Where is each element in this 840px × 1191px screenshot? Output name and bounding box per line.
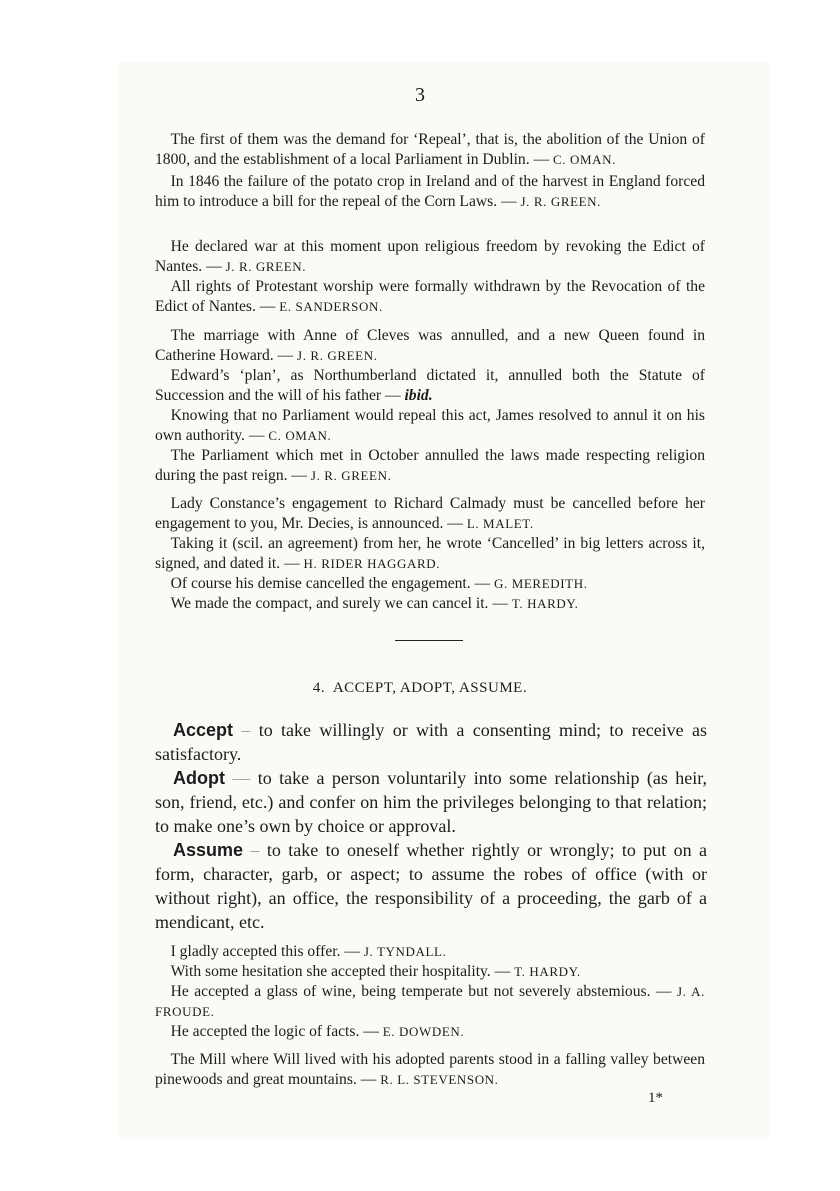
quote-author: J. TYNDALL. <box>363 944 447 959</box>
quote-parliament <box>155 446 705 486</box>
quote-text: We made the compact, and surely we can cancel it. — <box>170 595 512 612</box>
quote-text: The Parliament which met in October annulled the laws made respecting religion during the past reign. — <box>155 447 705 484</box>
quote-author: T. HARDY. <box>511 596 579 611</box>
quote-text: The marriage with Anne of Cleves was annulled, and a new Queen found in Catherine Howard. — <box>155 327 705 364</box>
quote-text: He accepted a glass of wine, being temperate but not severely abstemious. — <box>170 983 677 1000</box>
quote-author: R. L. STEVENSON. <box>380 1072 499 1087</box>
quote-author: J. R. GREEN. <box>297 348 378 363</box>
quote-logic-of-facts <box>155 1022 705 1042</box>
signature-mark: 1* <box>648 1090 663 1106</box>
quote-revocation <box>155 277 705 317</box>
quote-text: With some hesitation she accepted their hospitality. — <box>170 963 515 980</box>
quote-text: The Mill where Will lived with his adopted parents stood in a falling valley between pinewoods and great mountains. — <box>155 1051 705 1088</box>
quote-author: J. A. FROUDE. <box>155 984 705 1019</box>
definition-term: Adopt <box>173 768 225 788</box>
quote-author: ibid. <box>404 387 433 404</box>
quote-author: J. R. GREEN. <box>225 259 307 274</box>
quote-text: Edward’s ‘plan’, as Northumberland dictated it, annulled both the Statute of Succession and the will of his father — <box>155 367 705 404</box>
quote-text: The first of them was the demand for ‘Repeal’, that is, the abolition of the Union of 1800, and the establishment of a local Parliament in Dublin. — <box>155 131 705 168</box>
page-number: 3 <box>415 84 425 106</box>
definition-adopt <box>155 766 707 838</box>
quote-repeal <box>155 130 705 170</box>
quote-author: G. MEREDITH. <box>494 576 588 591</box>
quote-glass-of-wine <box>155 982 705 1022</box>
quote-text: In 1846 the failure of the potato crop in Ireland and of the harvest in England forced him to introduce a bill for the repeal of the Corn Laws. — <box>155 173 705 210</box>
definition-dash: — <box>224 768 258 788</box>
quote-corn-laws <box>155 172 705 212</box>
quote-text: He declared war at this moment upon religious freedom by revoking the Edict of Nantes. — <box>155 238 705 275</box>
quote-author: E. SANDERSON. <box>279 299 383 314</box>
quote-author: H. RIDER HAGGARD. <box>303 556 441 571</box>
quote-text: All rights of Protestant worship were formally withdrawn by the Revocation of the Edict of Nantes. — <box>155 278 705 315</box>
quote-edwards-plan <box>155 366 705 406</box>
quote-author: J. R. GREEN. <box>520 194 602 209</box>
definition-term: Assume <box>173 840 244 860</box>
quote-author: L. MALET. <box>466 516 534 531</box>
quote-text: I gladly accepted this offer. — <box>170 943 364 960</box>
quote-text: Of course his demise cancelled the engagement. — <box>170 575 495 592</box>
quote-author: C. OMAN. <box>268 428 332 443</box>
definition-text: to take willingly or with a consenting mind; to receive as satisfactory. <box>155 720 708 764</box>
definition-text: to take a person voluntarily into some relationship (as heir, son, friend, etc.) and confer on him the privileges belonging to that relation; to make one’s own by choice or approval. <box>155 768 707 836</box>
quote-compact <box>155 594 705 614</box>
definition-text: to take to oneself whether rightly or wrongly; to put on a form, character, garb, or aspect; to assume the robes of office (with or without right), an office, the responsibility of a proceeding, the garb of a mendicant, etc. <box>155 840 707 932</box>
quote-hospitality <box>155 962 705 982</box>
quote-anne-of-cleves <box>155 326 705 366</box>
section-divider <box>395 640 463 641</box>
quote-text: Knowing that no Parliament would repeal this act, James resolved to annul it on his own authority. — <box>155 407 705 444</box>
quote-tyndall <box>155 942 705 962</box>
quote-cancelled <box>155 534 705 574</box>
quote-demise <box>155 574 705 594</box>
quote-mill <box>155 1050 705 1090</box>
quote-author: J. R. GREEN. <box>310 468 392 483</box>
quote-author: C. OMAN. <box>553 152 616 167</box>
definition-accept <box>155 718 707 766</box>
quote-james <box>155 406 705 446</box>
definition-assume <box>155 838 707 934</box>
definition-dash: – <box>233 720 259 740</box>
quote-text: Taking it (scil. an agreement) from her, he wrote ‘Cancelled’ in big letters across it, signed, and dated it. — <box>155 535 705 572</box>
definition-dash: – <box>243 840 267 860</box>
definition-term: Accept <box>173 720 234 740</box>
quote-lady-constance <box>155 494 705 534</box>
quote-text: Lady Constance’s engagement to Richard Calmady must be cancelled before her engagement to you, Mr. Decies, is announced. — <box>155 495 705 532</box>
quote-text: He accepted the logic of facts. — <box>170 1023 383 1040</box>
quote-edict <box>155 237 705 277</box>
quote-author: E. DOWDEN. <box>382 1024 465 1039</box>
section-title: 4. ACCEPT, ADOPT, ASSUME. <box>312 680 528 696</box>
quote-author: T. HARDY. <box>514 964 581 979</box>
